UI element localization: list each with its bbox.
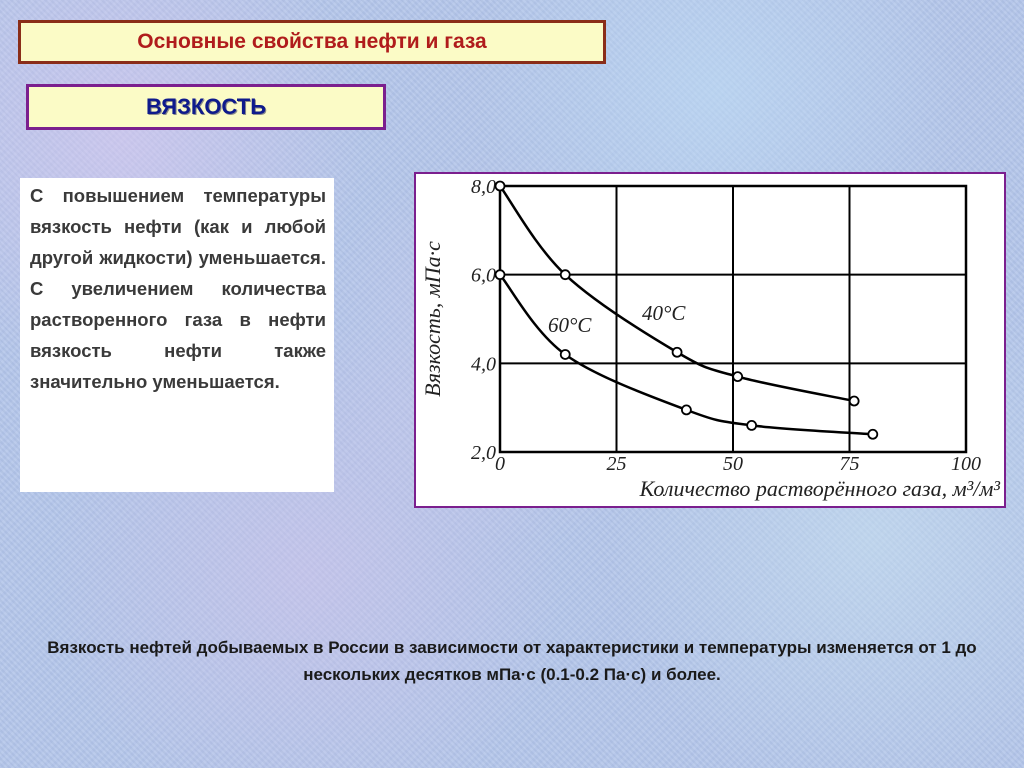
series-line <box>500 186 854 401</box>
y-tick-label: 6,0 <box>471 264 496 287</box>
slide-title: Основные свойства нефти и газа <box>137 30 487 53</box>
description-text: С повышением температуры вязкость нефти (как и любой другой жидкости) уменьшается. С увеличением количества растворенного газа в нефти вязкость нефти также значительно уменьшается. <box>30 185 326 392</box>
footer-note: Вязкость нефтей добываемых в России в зависимости от характеристики и температуры изменяется от 1 до нескольких десятков мПа·с (0.1-0.2 Па·с) и более. <box>47 638 977 684</box>
viscosity-chart <box>416 174 1004 506</box>
data-point <box>496 182 505 191</box>
x-tick-label: 0 <box>495 453 505 475</box>
x-tick-label: 100 <box>951 453 981 475</box>
section-heading: ВЯЗКОСТЬ <box>145 94 267 119</box>
y-tick-label: 8,0 <box>471 176 496 198</box>
data-point <box>850 397 859 406</box>
description-box <box>20 178 334 492</box>
data-point <box>496 270 505 279</box>
x-tick-label: 50 <box>723 453 743 475</box>
data-point <box>682 405 691 414</box>
x-tick-label: 25 <box>606 453 627 475</box>
data-point <box>673 348 682 357</box>
y-axis-label: Вязкость, мПа·с <box>420 241 445 397</box>
y-tick-label: 4,0 <box>471 353 496 376</box>
data-point <box>868 430 877 439</box>
chart-panel <box>414 172 1006 508</box>
data-point <box>561 270 570 279</box>
series-label: 40°C <box>642 301 686 325</box>
title-box <box>18 20 606 64</box>
x-tick-label: 75 <box>839 453 860 475</box>
y-tick-label: 2,0 <box>471 442 496 464</box>
data-point <box>733 372 742 381</box>
x-axis-label: Количество растворённого газа, м³/м³ <box>639 476 1000 501</box>
subtitle-box <box>26 84 386 130</box>
data-point <box>747 421 756 430</box>
data-point <box>561 350 570 359</box>
series-label: 60°C <box>548 313 592 337</box>
